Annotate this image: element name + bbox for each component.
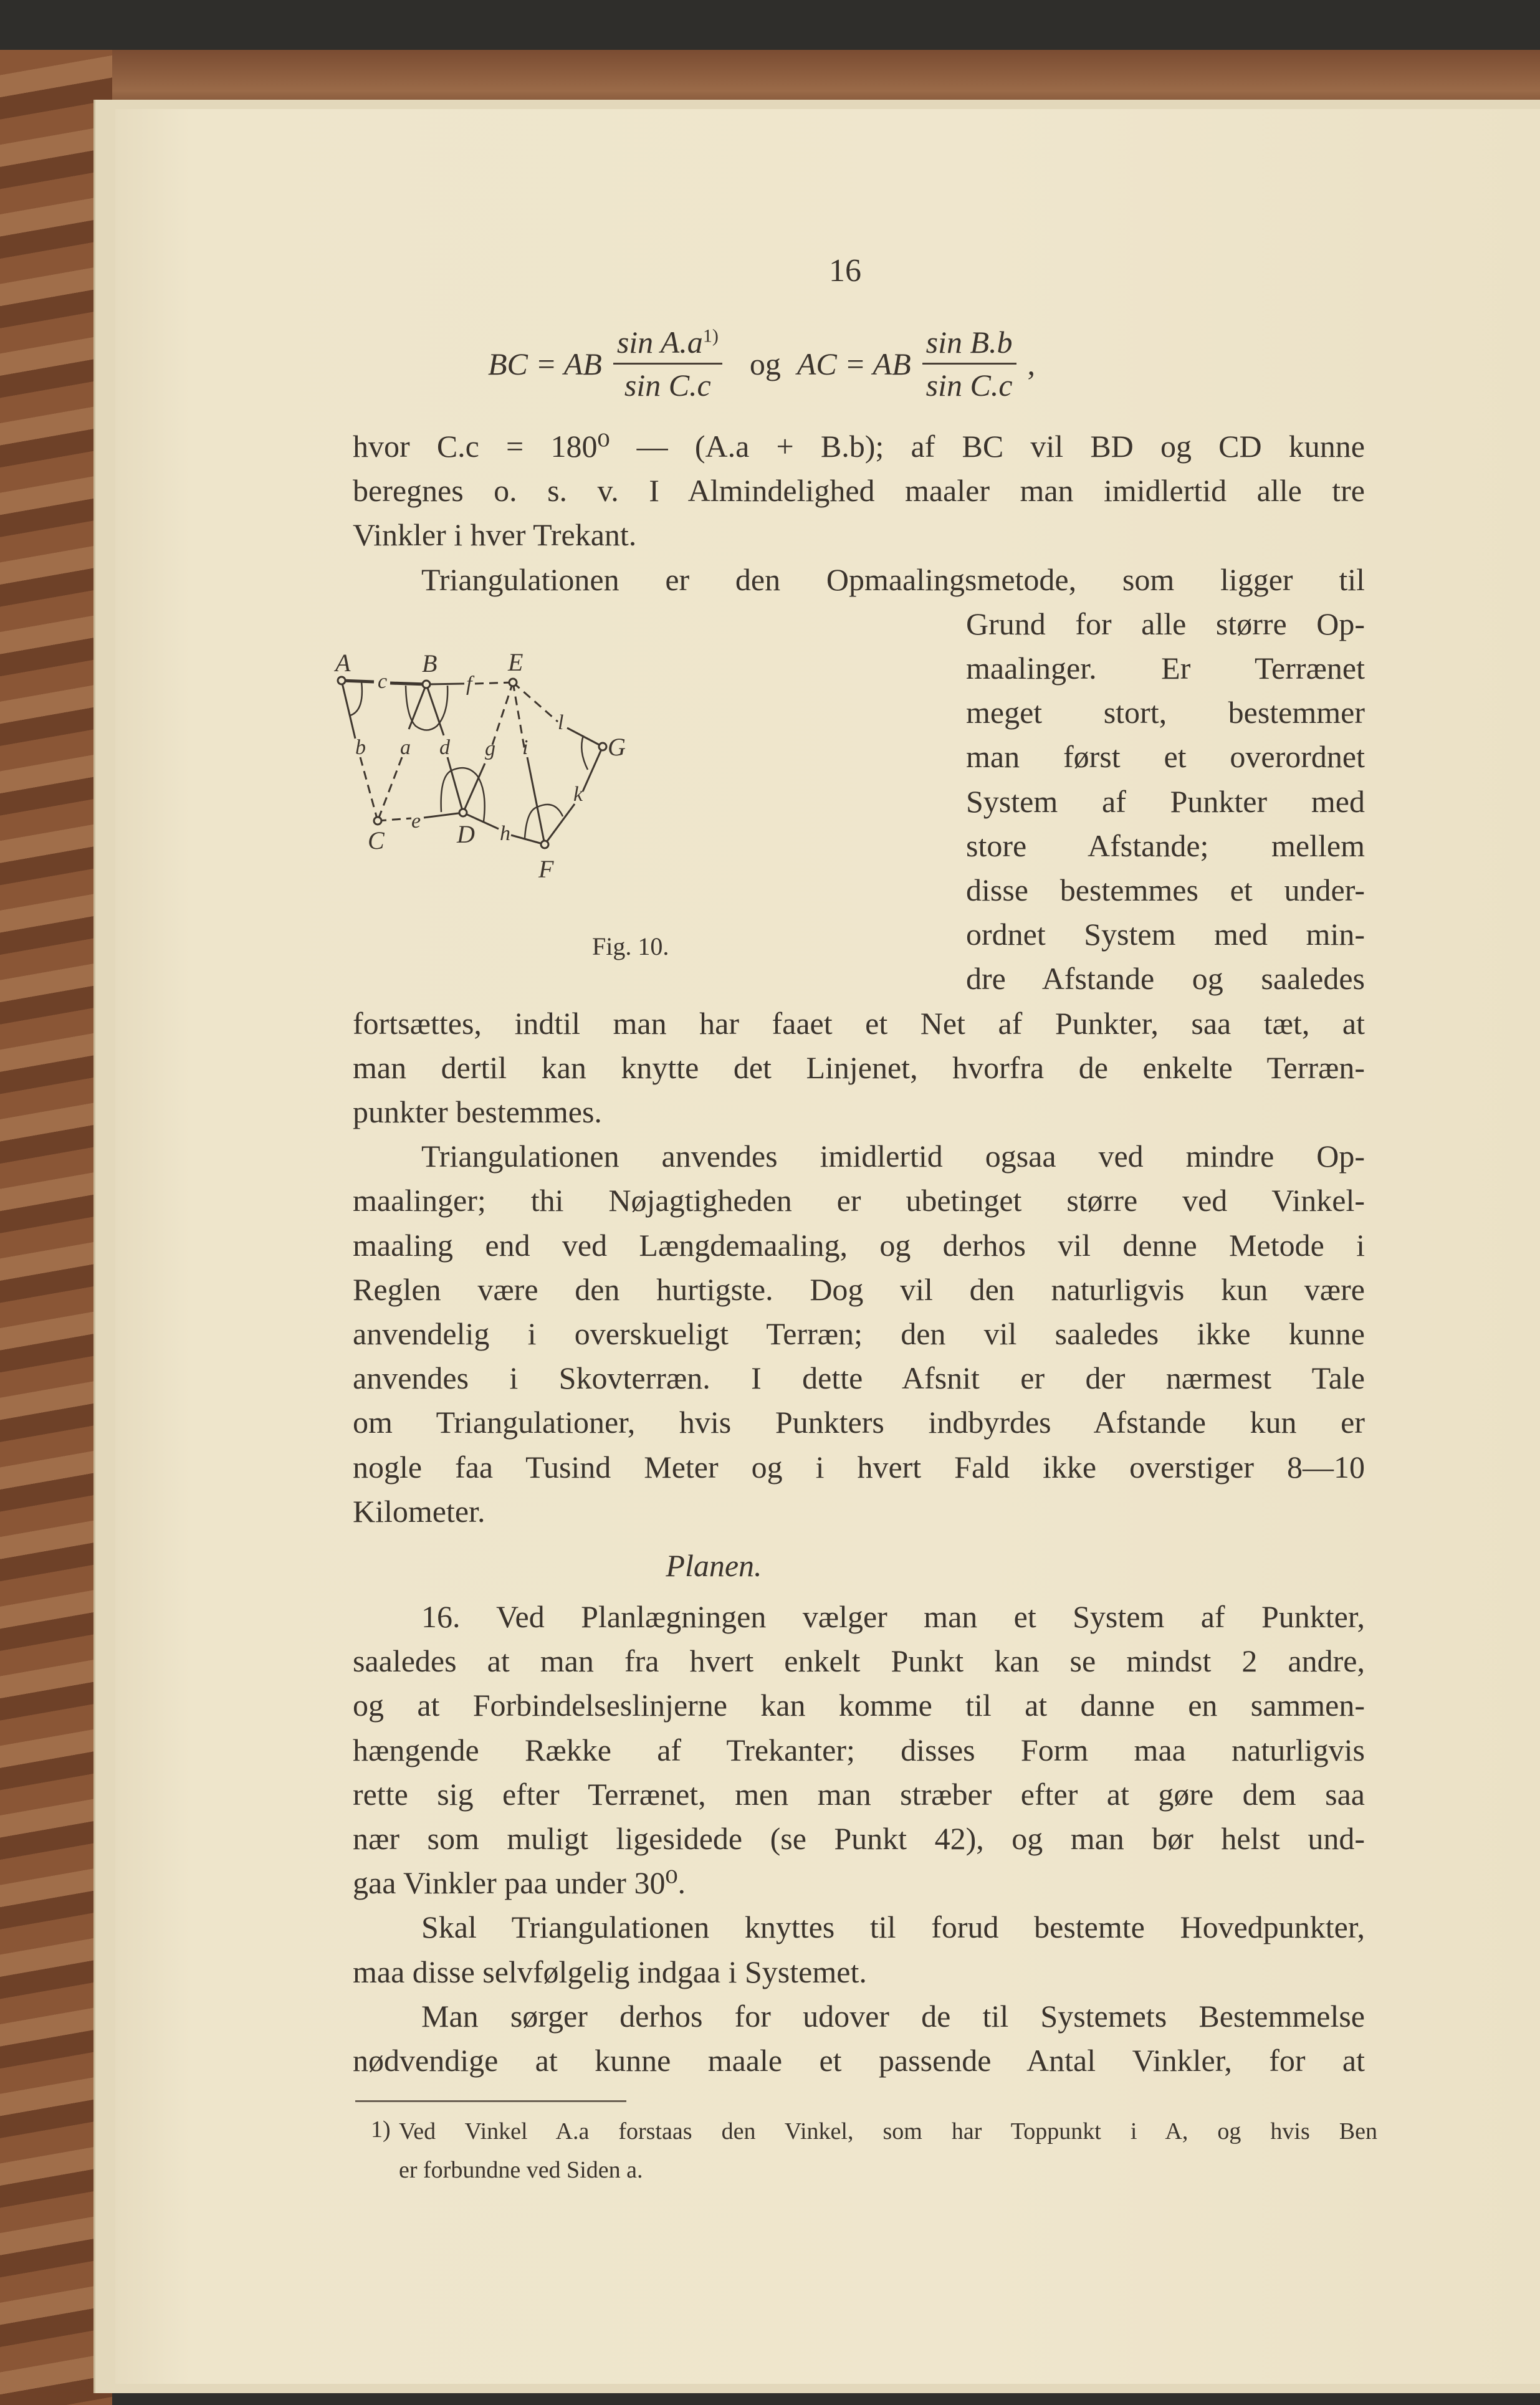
label-a: a [400,736,411,759]
side-e-solid [424,813,463,818]
point-G-marker [599,743,606,750]
label-B: B [422,649,438,677]
label-e: e [411,810,421,833]
label-C: C [368,826,385,854]
label-c: c [378,670,388,693]
text-line: punkter bestemmes. [353,1094,602,1129]
text-line: anvendelig i overskueligt Terræn; den vil saaledes ikke kunne [353,1316,1365,1351]
text-line: saaledes at man fra hvert enkelt Punkt kan se mindst 2 andre, [353,1643,1365,1679]
text-line: beregnes o. s. v. I Almindelighed maaler man imidlertid alle tre [353,473,1365,509]
label-i: i [522,736,528,759]
text-line: 16. Ved Planlægningen vælger man et System af Punkter, [421,1599,1365,1634]
text-line: store Afstande; mellem [966,828,1365,863]
text-line: nær som muligt ligesidede (se Punkt 42), og man bør helst und- [353,1821,1365,1856]
section-heading-text: Planen. [666,1548,762,1583]
formula-lhs-bc: BC = AB [488,346,602,381]
point-B-marker [423,681,430,688]
side-f-dashed [475,682,513,684]
triangulation-figure [312,611,966,960]
formula-og: og [749,346,781,381]
text-line: man først et overordnet [966,739,1365,775]
footnote-rule [355,2100,626,2102]
numerator-2: sin B.b [922,324,1016,365]
side-d-lower [447,757,463,813]
fraction-1 [613,324,722,403]
label-d: d [439,736,450,759]
text-line: hvor C.c = 180⁰ — (A.a + B.b); af BC vil BD og CD kunne [353,429,1365,464]
side-i-solid [527,757,545,844]
point-C-marker [374,817,381,825]
text-line: disse bestemmes et under- [966,873,1365,907]
text-line: Skal Triangulationen knyttes til forud bestemte Hovedpunkter, [421,1910,1365,1945]
footnote-mark: 1) [371,2116,391,2143]
text-line: Triangulationen anvendes imidlertid ogsaa ved mindre Op- [421,1139,1365,1174]
formula [488,324,1035,403]
label-h: h [500,822,510,845]
text-line: dre Afstande og saaledes [966,961,1365,997]
point-F-marker [541,841,548,848]
text-line: Triangulationen er den Opmaalingsmetode, som ligger til [421,562,1365,597]
text-line: maaling end ved Længdemaaling, og derhos vil denne Metode i [353,1227,1365,1263]
side-a-dashed [378,757,402,821]
text-line: fortsættes, indtil man har faaet et Net af Punkter, saa tæt, at [353,1005,1365,1041]
figure-caption: Fig. 10. [592,932,669,960]
side-e-dashed [378,818,411,821]
text-line: meget stort, bestemmer [966,695,1365,730]
text-line: nødvendige at kunne maale et passende Antal Vinkler, for at [353,2043,1365,2078]
angle-arc-G [581,735,588,770]
text-line: og at Forbindelseslinjerne kan komme til at danne en sammen- [353,1688,1365,1723]
side-g-solid [463,763,485,813]
denominator-1: sin C.c [624,368,711,403]
label-E: E [508,648,524,676]
footnote-ref: 1) [702,325,719,347]
text-line: om Triangulationer, hvis Punkters indbyrdes Afstande kun er [353,1405,1365,1440]
side-b-dashed [360,757,378,821]
footnote-line: Ved Vinkel A.a forstaas den Vinkel, som har Toppunkt i A, og hvis Ben [399,2118,1377,2144]
denominator-2: sin C.c [925,368,1013,403]
point-A-marker [338,677,345,684]
side-l-solid [567,728,603,747]
text-line: gaa Vinkler paa under 30⁰. [353,1865,686,1901]
text-line: System af Punkter med [966,783,1365,819]
text-line: maalinger; thi Nøjagtigheden er ubetinget større ved Vinkel- [353,1183,1365,1218]
side-k-upper [583,747,603,791]
text-line: hængende Række af Trekanter; disses Form maa naturligvis [353,1732,1365,1767]
text-line: ordnet System med min- [966,917,1365,952]
side-g-dashed [492,682,513,745]
angle-arc-F [525,805,563,838]
text-line: Man sørger derhos for udover de til Systemets Bestemmelse [421,1998,1365,2034]
side-b-solid [342,681,355,739]
side-c-right [390,683,426,684]
text-line: maa disse selvfølgelig indgaa i Systemet. [353,1954,867,1989]
text-line: anvendes i Skovterræn. I dette Afsnit er der nærmest Tale [353,1360,1365,1396]
formula-lhs-ac: AC = AB [796,346,911,381]
text-line: Grund for alle større Op- [966,606,1365,641]
label-G: G [608,733,626,761]
text-line: nogle faa Tusind Meter og i hvert Fald ikke overstiger 8—10 [353,1449,1365,1485]
label-b: b [355,736,366,759]
label-D: D [457,820,475,848]
text-line: Vinkler i hver Trekant. [353,517,637,553]
fraction-2 [922,324,1016,403]
point-D-marker [459,809,467,816]
label-f: f [466,672,472,696]
text-line: rette sig efter Terrænet, men man stræber efter at gøre dem saa [353,1776,1365,1812]
label-F: F [538,855,554,883]
side-a-solid [409,684,426,729]
side-h-right [511,835,545,844]
point-E-marker [509,679,517,686]
label-k: k [573,783,583,806]
text-line: man dertil kan knytte det Linjenet, hvorfra de enkelte Terræn- [353,1049,1365,1085]
label-A: A [335,649,351,677]
text-line: maalinger. Er Terrænet [966,651,1365,686]
text-line: Reglen være den hurtigste. Dog vil den naturligvis kun være [353,1271,1365,1307]
side-c-left [342,681,374,682]
angle-arc-A [350,682,362,715]
footnote-line: er forbundne ved Siden a. [399,2157,643,2183]
numerator-1: sin A.a [616,325,703,360]
page-number: 16 [829,253,861,289]
label-l: l [558,711,564,734]
text-line: Kilometer. [353,1493,485,1529]
label-g: g [485,737,495,760]
section-heading [0,1547,1540,1584]
formula-comma: , [1027,346,1036,381]
